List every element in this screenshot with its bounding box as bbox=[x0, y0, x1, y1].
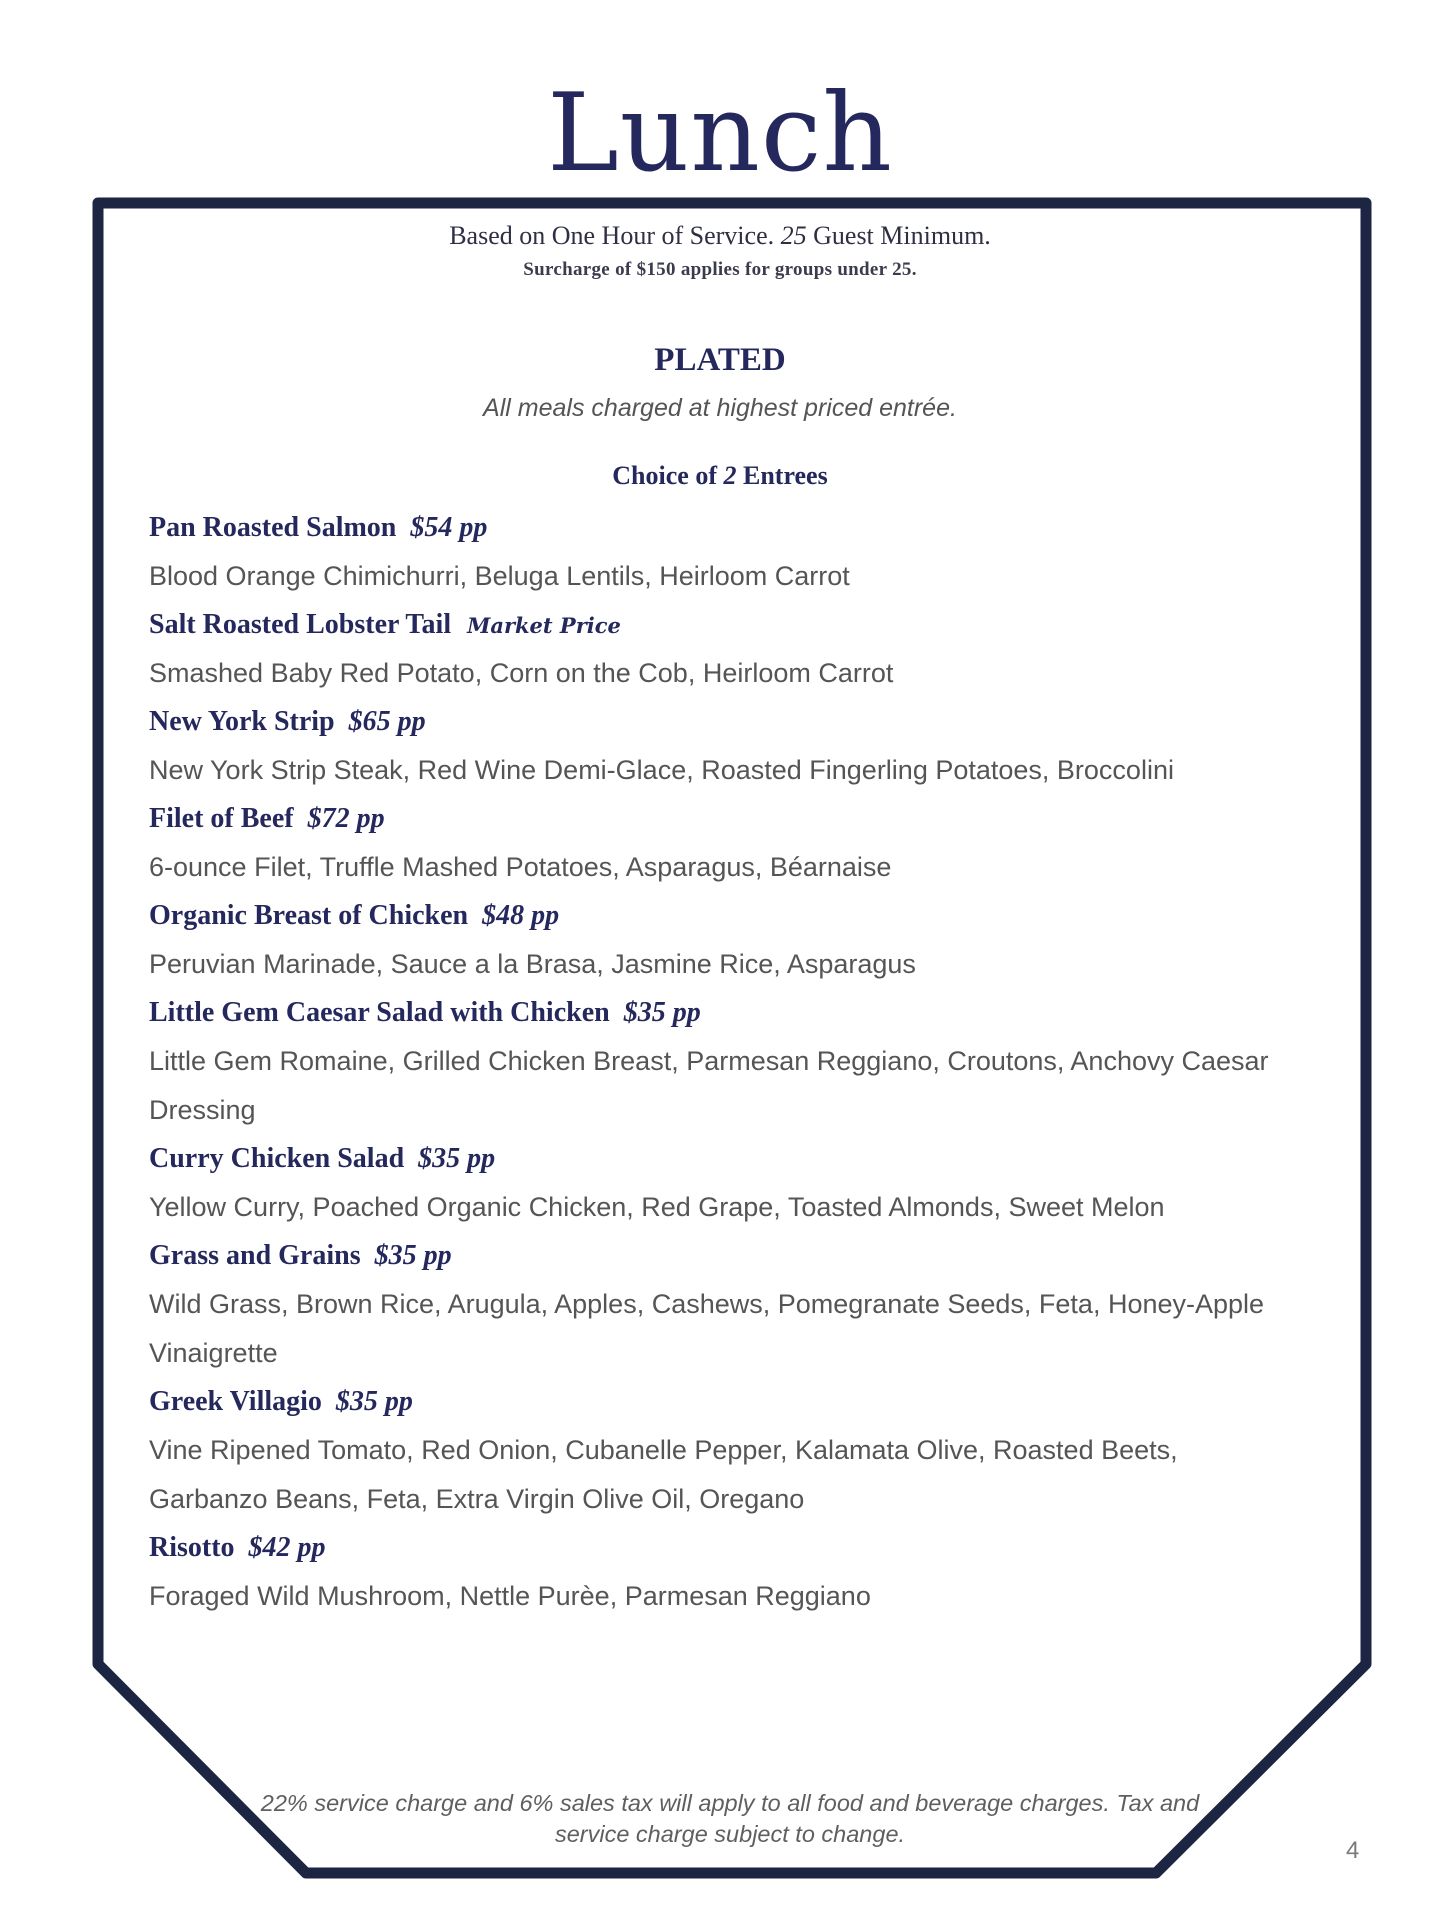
menu-item-description: Vine Ripened Tomato, Red Onion, Cubanelle Pepper, Kalamata Olive, Roasted Beets, Garbanzo Beans, Feta, Extra Virgin Olive Oil, Oregano bbox=[149, 1435, 1178, 1514]
menu-item bbox=[149, 698, 1289, 795]
service-charge-disclaimer: 22% service charge and 6% sales tax will apply to all food and beverage charges. Tax and service charge subject to change. bbox=[260, 1790, 1200, 1847]
choice-line bbox=[0, 459, 1440, 493]
menu-item-name: New York Strip bbox=[149, 706, 335, 737]
menu-item bbox=[149, 1378, 1289, 1524]
menu-item-heading bbox=[149, 795, 1289, 843]
guest-minimum-text: Guest Minimum. bbox=[806, 221, 991, 250]
menu-item-heading bbox=[149, 1378, 1289, 1426]
menu-item-heading bbox=[149, 601, 1289, 649]
menu-item-heading bbox=[149, 989, 1289, 1037]
menu-item-price: $42 pp bbox=[248, 1532, 326, 1563]
menu-item-list bbox=[149, 504, 1289, 1621]
choice-text-end: Entrees bbox=[736, 461, 828, 490]
menu-item-name: Grass and Grains bbox=[149, 1240, 361, 1271]
menu-item-heading bbox=[149, 504, 1289, 552]
menu-item-price: $35 pp bbox=[335, 1386, 413, 1417]
menu-item-name: Greek Villagio bbox=[149, 1386, 322, 1417]
menu-item-heading bbox=[149, 1135, 1289, 1183]
service-basis-text: Based on One Hour of Service. bbox=[449, 221, 781, 250]
menu-item-price: $65 pp bbox=[348, 706, 426, 737]
menu-item-price: $35 pp bbox=[418, 1143, 496, 1174]
page-title: Lunch bbox=[547, 71, 893, 196]
menu-item bbox=[149, 1232, 1289, 1378]
menu-item-name: Salt Roasted Lobster Tail bbox=[149, 609, 452, 640]
menu-item bbox=[149, 892, 1289, 989]
menu-item-price: $48 pp bbox=[482, 900, 560, 931]
menu-item-price: $35 pp bbox=[374, 1240, 452, 1271]
menu-item-name: Pan Roasted Salmon bbox=[149, 512, 397, 543]
menu-item-price: $54 pp bbox=[410, 512, 488, 543]
menu-item-description: Wild Grass, Brown Rice, Arugula, Apples, Cashews, Pomegranate Seeds, Feta, Honey-Apple Vinaigrette bbox=[149, 1289, 1265, 1368]
section-title: PLATED bbox=[654, 342, 786, 378]
menu-item-heading bbox=[149, 1524, 1289, 1572]
surcharge-note: Surcharge of $150 applies for groups under 25. bbox=[523, 259, 917, 280]
guest-minimum-number: 25 bbox=[780, 221, 807, 250]
menu-item-description: Blood Orange Chimichurri, Beluga Lentils, Heirloom Carrot bbox=[149, 561, 850, 591]
menu-item-description: Yellow Curry, Poached Organic Chicken, Red Grape, Toasted Almonds, Sweet Melon bbox=[149, 1192, 1165, 1222]
menu-item-description: Little Gem Romaine, Grilled Chicken Breast, Parmesan Reggiano, Croutons, Anchovy Caesar Dressing bbox=[149, 1046, 1269, 1125]
section-pricing-note: All meals charged at highest priced entrée. bbox=[483, 394, 957, 422]
menu-item-name: Risotto bbox=[149, 1532, 235, 1563]
page-number: 4 bbox=[1346, 1837, 1360, 1864]
menu-item bbox=[149, 989, 1289, 1135]
menu-item-description: Smashed Baby Red Potato, Corn on the Cob, Heirloom Carrot bbox=[149, 658, 894, 688]
menu-item-name: Little Gem Caesar Salad with Chicken bbox=[149, 997, 610, 1028]
menu-item-name: Filet of Beef bbox=[149, 803, 294, 834]
menu-item-name: Organic Breast of Chicken bbox=[149, 900, 469, 931]
menu-item-heading bbox=[149, 698, 1289, 746]
menu-item-description: 6-ounce Filet, Truffle Mashed Potatoes, Asparagus, Béarnaise bbox=[149, 852, 892, 882]
menu-item-description: New York Strip Steak, Red Wine Demi-Glace, Roasted Fingerling Potatoes, Broccolini bbox=[149, 755, 1174, 785]
menu-item bbox=[149, 504, 1289, 601]
service-basis-line bbox=[0, 220, 1440, 252]
menu-item bbox=[149, 795, 1289, 892]
menu-item bbox=[149, 1524, 1289, 1621]
menu-item-price: $35 pp bbox=[623, 997, 701, 1028]
menu-item-price: $72 pp bbox=[307, 803, 385, 834]
menu-item-description: Peruvian Marinade, Sauce a la Brasa, Jasmine Rice, Asparagus bbox=[149, 949, 916, 979]
menu-item-heading bbox=[149, 892, 1289, 940]
menu-item bbox=[149, 601, 1289, 698]
menu-item bbox=[149, 1135, 1289, 1232]
menu-item-name: Curry Chicken Salad bbox=[149, 1143, 405, 1174]
choice-text: Choice of bbox=[612, 461, 724, 490]
menu-item-description: Foraged Wild Mushroom, Nettle Purèe, Parmesan Reggiano bbox=[149, 1581, 871, 1611]
menu-item-heading bbox=[149, 1232, 1289, 1280]
menu-item-price: Market Price bbox=[467, 613, 621, 638]
choice-number: 2 bbox=[723, 461, 737, 490]
